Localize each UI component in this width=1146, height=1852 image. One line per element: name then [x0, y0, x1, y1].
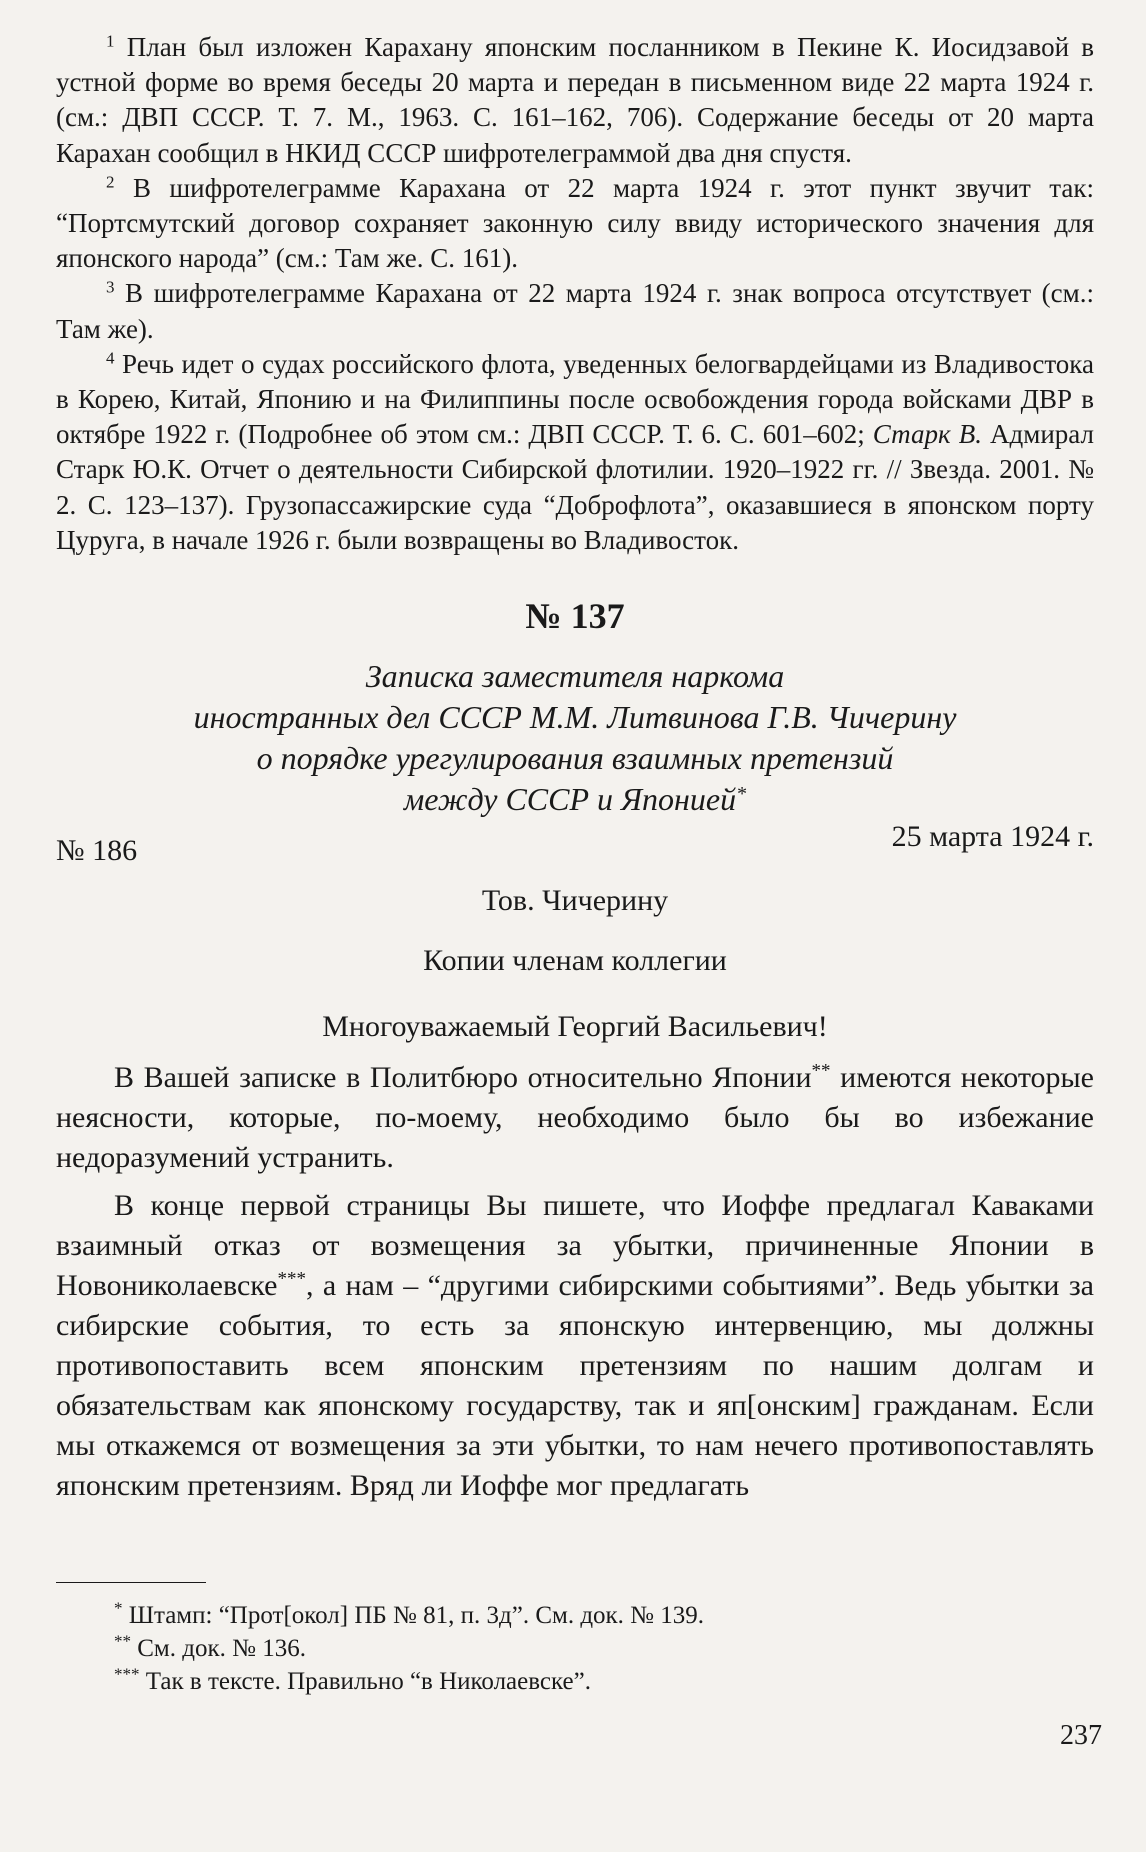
footnote-2 — [56, 171, 1094, 277]
footnote-divider — [56, 1582, 206, 1583]
footnote-marker: 4 — [106, 348, 115, 368]
document-number: № 137 — [525, 596, 625, 637]
title-line: Записка заместителя наркома — [365, 658, 785, 695]
copies-line: Копии членам коллегии — [423, 944, 727, 978]
paragraph-text: имеются некоторые неясности, которые, по-моему, необходимо было бы во избежание недоразумений устранить. — [56, 1061, 1094, 1175]
footnote-author-italic: Старк В. — [872, 419, 982, 450]
salutation: Многоуважаемый Георгий Васильевич! — [322, 1010, 828, 1044]
footnote-1 — [56, 30, 1094, 171]
paragraph — [56, 1186, 1094, 1506]
title-line — [56, 779, 1094, 820]
footnote-text: В шифротелеграмме Карахана от 22 марта 1924 г. знак вопроса отсутствует (см.: Там же). — [56, 278, 1094, 344]
footnote-ref: * — [736, 783, 747, 806]
footnote-marker: ** — [114, 1631, 131, 1651]
footnote-4 — [56, 347, 1094, 558]
footnote — [56, 1599, 1094, 1632]
footnote-3 — [56, 276, 1094, 346]
title-line: о порядке урегулирования взаимных претензий — [256, 740, 894, 777]
addressee: Тов. Чичерину — [481, 884, 669, 918]
footnote-marker: * — [114, 1598, 123, 1618]
footnotes-bottom — [56, 1599, 1094, 1698]
footnote — [56, 1632, 1094, 1665]
footnote-text: Так в тексте. Правильно “в Николаевске”. — [145, 1668, 591, 1696]
footnote-text: В шифротелеграмме Карахана от 22 марта 1924 г. этот пункт звучит так: “Портсмутский договор сохраняет законную силу ввиду исторического значения для японского народа” (см.: Там же. С. 161). — [56, 172, 1095, 274]
registration-number: № 186 — [56, 834, 138, 868]
footnote-marker: 2 — [106, 172, 115, 192]
document-title — [56, 656, 1094, 820]
footnote-text: Речь идет о судах российского флота, уведенных белогвардейцами из Владивостока в Корею, Китай, Японию и на Филиппины после освобождения города войсками ДВР в октябре 1922 г. (Подробнее об этом см.: ДВП СССР. Т. 6. С. 601–602; — [56, 348, 1095, 450]
footnote-marker: 1 — [106, 31, 115, 51]
book-page — [56, 30, 1094, 1698]
footnote-ref: *** — [277, 1268, 306, 1290]
footnote-text: Адмирал Старк Ю.К. Отчет о деятельности Сибирской флотилии. 1920–1922 гг. // Звезда. 2001. № 2. С. 123–137). Грузопассажирские суда “Доброфлота”, оказавшиеся в японском порту Цуруга, в начале 1926 г. были возвращены во Владивосток. — [56, 419, 1094, 555]
document-date: 25 марта 1924 г. — [891, 820, 1094, 854]
page-number: 237 — [1060, 1720, 1102, 1751]
footnote-ref: ** — [811, 1060, 831, 1082]
footnote-marker: 3 — [106, 278, 115, 298]
paragraph-text: В Вашей записке в Политбюро относительно Японии — [114, 1061, 812, 1095]
footnote-marker: *** — [114, 1664, 140, 1684]
title-line: иностранных дел СССР М.М. Литвинова Г.В. Чичерину — [193, 699, 957, 736]
footnote-text: См. док. № 136. — [137, 1635, 306, 1663]
paragraph-text: В конце первой страницы Вы пишете, что Иоффе предлагал Каваками взаимный отказ от возмещения за убытки, причиненные Японии в Новониколаевске — [56, 1189, 1094, 1303]
paragraph-text: , а нам – “другими сибирскими событиями”. Ведь убытки за сибирские события, то есть за японскую интервенцию, мы должны противопоставить всем японским претензиям по нашим долгам и обязательствам как японскому государству, так и яп[онским] гражданам. Если мы откажемся от возмещения за эти убытки, то нам нечего противопоставлять японским претензиям. Вряд ли Иоффе мог предлагать — [56, 1269, 1094, 1503]
title-line-text: между СССР и Японией — [403, 781, 737, 818]
footnote — [56, 1665, 1094, 1698]
footnote-text: План был изложен Карахану японским посланником в Пекине К. Иосидзавой в устной форме во время беседы 20 марта и передан в письменном виде 22 марта 1924 г. (см.: ДВП СССР. Т. 7. М., 1963. С. 161–162, 706). Содержание беседы от 20 марта Карахан сообщил в НКИД СССР шифротелеграммой два дня спустя. — [56, 32, 1095, 168]
footnotes-top — [56, 30, 1094, 558]
document-meta — [56, 820, 1094, 880]
paragraph — [56, 1058, 1094, 1178]
footnote-text: Штамп: “Прот[окол] ПБ № 81, п. 3д”. См. док. № 139. — [128, 1602, 705, 1630]
letter-body — [56, 1058, 1094, 1506]
